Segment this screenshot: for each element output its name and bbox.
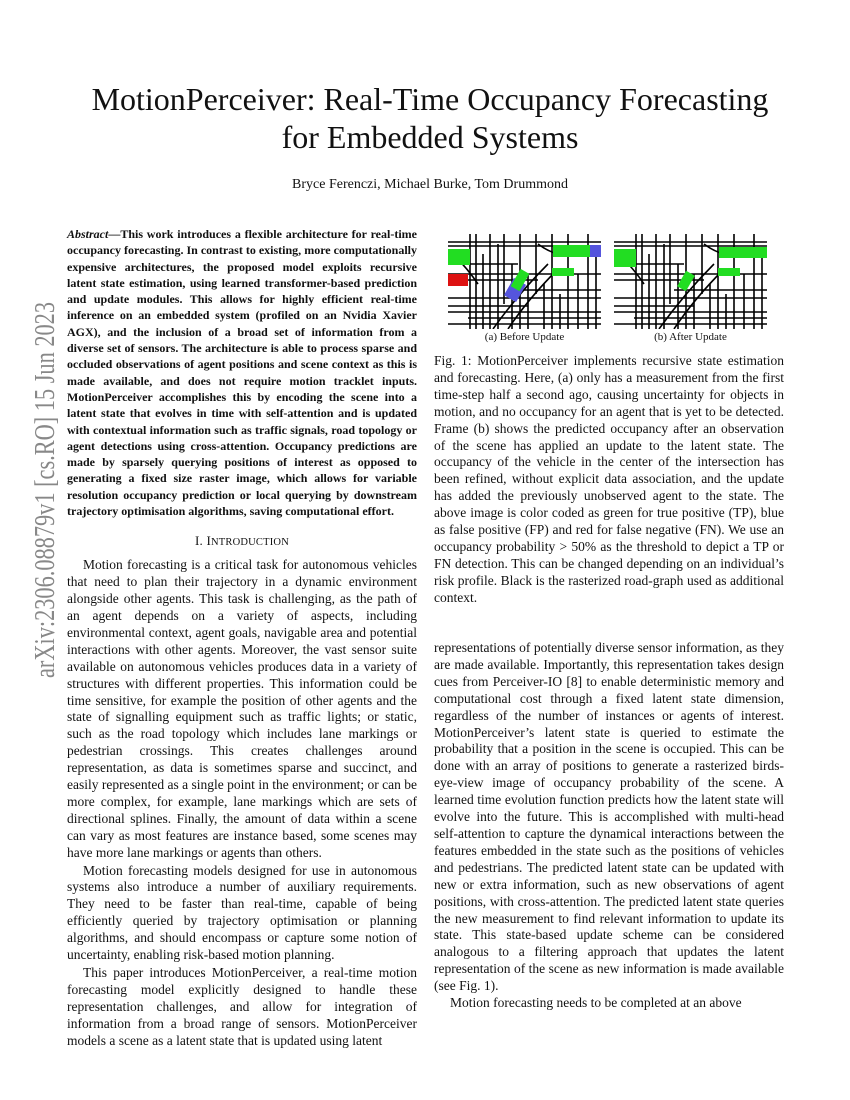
occupancy-map-before xyxy=(448,234,601,329)
subcaption-b: (b) After Update xyxy=(654,331,727,343)
right-column xyxy=(434,640,784,1012)
abstract-dash: — xyxy=(108,227,121,241)
left-column xyxy=(67,226,417,1050)
section-number: I. xyxy=(195,533,203,549)
intro-paragraph-2: Motion forecasting models designed for use in autonomous systems also introduce a number of auxiliary requirements. They need to be faster than real-time, capable of being efficiently queried by trajectory optimisation or planning algorithms, and should encompass or capture some notion of uncertainty, enabling risk-based motion planning. xyxy=(67,862,417,963)
abstract xyxy=(67,226,417,519)
section-title: INTRODUCTION xyxy=(206,533,289,549)
abstract-text: This work introduces a flexible architecture for real-time occupancy forecasting. In contrast to existing, more computationally expensive architectures, the proposed model exploits recursive latent state estimation, using learned transformer-based prediction and update modules. This allows for highly efficient real-time inference on an embedded system (profiled on an Nvidia Xavier AGX), and the inclusion of a broad set of information from a diverse set of sensors. The architecture is able to process sparse and occluded observations of agent positions and scene context as this is made available, and does not require motion tracklet inputs. MotionPerceiver accomplishes this by encoding the scene into a latent state that evolves in time with self-attention and is updated with contextual information such as traffic signals, road topology or agent detections using cross-attention. Occupancy predictions are made by sparsely querying positions of interest as opposed to generating a fixed size raster image, which allows for variable resolution occupancy prediction or local querying by downstream trajectory optimisation algorithms, saving computational effort. xyxy=(67,227,417,519)
tp-region xyxy=(614,249,636,267)
fn-region xyxy=(448,274,468,286)
intro-paragraph-3: This paper introduces MotionPerceiver, a real-time motion forecasting model explicitly designed to handle these representation challenges, and allow for integration of information from a broad range of sensors. MotionPerceiver models a scene as a latent state that is updated using latent xyxy=(67,965,417,1048)
abstract-label: Abstract xyxy=(67,227,109,241)
tp-region xyxy=(552,268,574,276)
subcaption-a: (a) Before Update xyxy=(484,331,565,343)
tp-region xyxy=(448,249,470,265)
tp-region xyxy=(719,247,767,258)
tp-region xyxy=(718,268,740,276)
arxiv-stamp-text: arXiv:2306.08879v1 [cs.RO] 15 Jun 2023 xyxy=(30,300,61,678)
figure-1-caption: Fig. 1: MotionPerceiver implements recursive state estimation and forecasting. Here, (a) only has a measurement from the first time-step half a second ago, causing uncertainty for objects in motion, and no occupancy for an agent that is yet to be detected. Frame (b) shows the predicted occupancy after an observation of the scene has applied an update to the latent state. The occupancy of the vehicle in the center of the intersection has been refined, without explicit data association, and the update has added the previously unobserved agent to the state. The above image is color coded as green for true positive (TP), blue as false positive (FP) and red for false negative (FN). We use an occupancy probability > 50% as the threshold to depict a TP or FN detection. This can be changed depending on an individual’s risk profile. Black is the rasterized road-graph used as additional context. xyxy=(434,353,784,605)
occupancy-map-after xyxy=(614,234,767,329)
paper-title xyxy=(40,80,820,156)
arxiv-stamp-svg xyxy=(10,300,70,680)
right-paragraph-2: Motion forecasting needs to be completed at an above xyxy=(450,995,742,1011)
section-heading-introduction xyxy=(67,533,417,552)
title-line-1: MotionPerceiver: Real-Time Occupancy Forecasting xyxy=(91,81,769,117)
fp-region xyxy=(590,245,601,257)
figure-1b xyxy=(614,234,767,343)
figure-1a xyxy=(448,234,601,343)
arxiv-stamp xyxy=(10,300,70,680)
title-line-2: for Embedded Systems xyxy=(281,119,579,155)
intro-paragraph-1: Motion forecasting is a critical task for autonomous vehicles that need to plan their trajectory in a dynamic environment alongside other agents. This task is challenging, as the path of an agent depends on a variety of aspects, including environmental context, agent goals, navigable area and potential interactions with other agents. Moreover, the vast sensor suite available on autonomous vehicles produces data in a variety of structures with different properties. This information could be time sensitive, for example the position of other agents and the state of signalling equipment such as traffic lights; or static, such as the road topology which includes lane markings or pedestrian crossings. This creates challenges around representation, as data is sometimes sparse and succinct, and easily represented as a single point in the environment; or can be more complex, for example, lane markings which are sets of directional splines. Finally, the amount of data within a scene can vary as most features are instance based, some scenes may have more lane markings or agents than others. xyxy=(67,557,417,860)
right-paragraph-1: representations of potentially diverse sensor information, as they are made available. Importantly, this representation takes design cues from Perceiver-IO [8] to enable deterministic memory and computational cost through a fixed latent state dimension, regardless of the number of instances or agents of interest. MotionPerceiver’s latent state is queried to estimate the probability that a position in the scene is occupied. This can be done with an array of positions to generate a rasterized birds-eye-view image of occupancy probability of the scene. A learned time evolution function predicts how the latent state will evolve into the future. This is accomplished with multi-head self-attention to capture the dynamical interactions between the features embedded in the state such as the positions of vehicles and pedestrians. The predicted latent state can be updated with new or extra information, such as new observations of agent positions, with cross-attention. The predicted latent state queries the new measurement to find relevant information to update its state. This state-based update scheme can be considered analogous to a filtering approach that updates the latent representation of the scene as new information is made available (see Fig. 1). xyxy=(434,640,784,994)
author-list: Bryce Ferenczi, Michael Burke, Tom Drummond xyxy=(292,177,568,192)
